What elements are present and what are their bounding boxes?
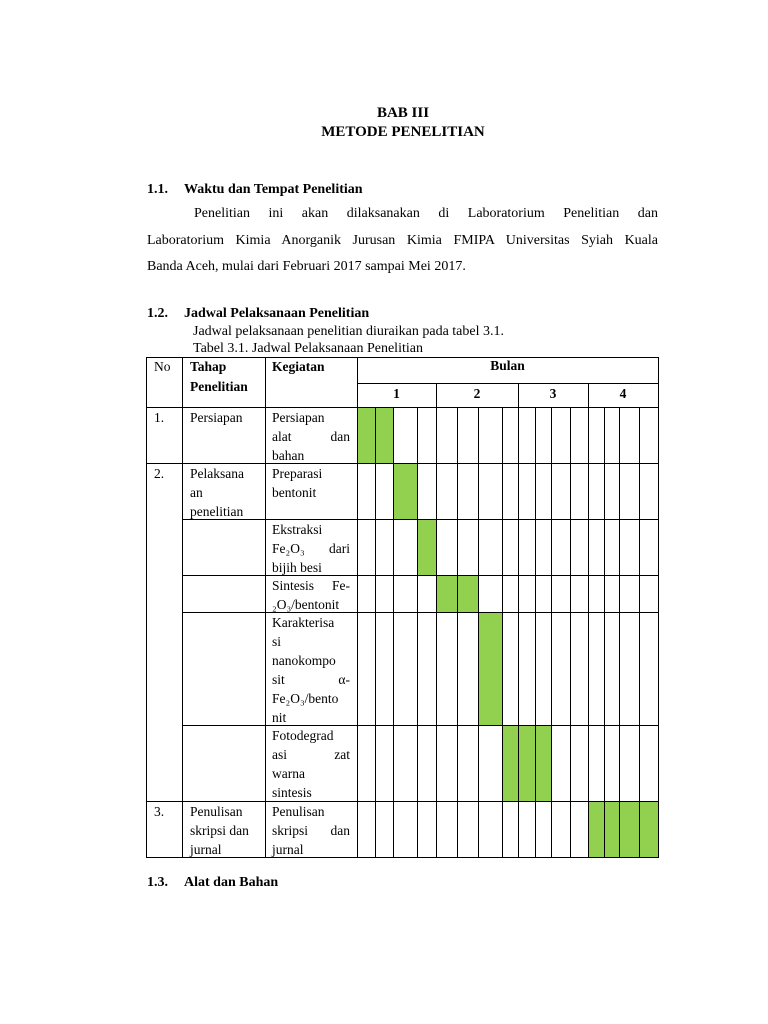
row-tahap-line: skripsi dan (190, 823, 249, 838)
month-divider-2 (518, 383, 519, 407)
row-kegiatan-line (272, 689, 350, 708)
kegiatan-word: nanokompo (272, 653, 336, 668)
header-no: No (154, 359, 171, 374)
week-line-4 (436, 407, 437, 857)
paragraph-line-1-text: Penelitian ini akan dilaksanakan di Laboratorium Penelitian dan (194, 206, 658, 221)
month-row-top-line (357, 383, 658, 384)
kegiatan-word: dan (330, 429, 350, 444)
kegiatan-word: dari (329, 541, 350, 556)
kegiatan-word: α- (338, 672, 350, 687)
kegiatan-word: Fe₂O₃ (272, 541, 305, 556)
row-tahap-line: an (190, 485, 203, 500)
kegiatan-word: Fe₂O₃/bento (272, 691, 339, 706)
row-no: 2. (154, 466, 165, 481)
row-kegiatan-line (272, 651, 350, 670)
row-kegiatan-line (272, 408, 350, 427)
kegiatan-word: Fotodegrad (272, 728, 334, 743)
chapter-title: METODE PENELITIAN (321, 124, 485, 140)
month-label-2: 2 (473, 386, 481, 401)
month-divider-1 (436, 383, 437, 407)
row-line-4 (182, 612, 658, 613)
kegiatan-word: warna (272, 766, 305, 781)
header-kegiatan: Kegiatan (272, 359, 325, 374)
kegiatan-word: bentonit (272, 485, 317, 500)
kegiatan-word: bahan (272, 448, 305, 463)
week-line-1 (375, 407, 376, 857)
gantt-bar-r1-w2 (375, 407, 393, 463)
row-kegiatan-line (272, 576, 350, 595)
row-kegiatan-line (272, 726, 350, 745)
week-line-15 (639, 407, 640, 857)
week-line-6 (478, 407, 479, 857)
row-line-6 (146, 801, 658, 802)
row-kegiatan-line (272, 632, 350, 651)
table-intro: Jadwal pelaksanaan penelitian diuraikan pada tabel 3.1. (193, 324, 504, 339)
gantt-bar-r7-w14 (604, 801, 619, 857)
week-line-2 (393, 407, 394, 857)
section-2-number: 1.2. (147, 306, 168, 321)
row-kegiatan-line (272, 427, 350, 446)
week-line-3 (417, 407, 418, 857)
kegiatan-word: Fe- (332, 578, 350, 593)
kegiatan-word: zat (334, 747, 350, 762)
row-line-5 (182, 725, 658, 726)
kegiatan-word: Persiapan (272, 410, 325, 425)
kegiatan-word: asi (272, 747, 287, 762)
row-kegiatan-line (272, 840, 350, 859)
gantt-bar-r1-w1 (357, 407, 375, 463)
gantt-bar-r7-w13 (588, 801, 604, 857)
week-line-13 (604, 407, 605, 857)
column-line-tahap (265, 357, 266, 857)
kegiatan-word: si (272, 634, 282, 649)
section-3-heading: Alat dan Bahan (184, 875, 279, 890)
gantt-bar-r6-w8 (502, 725, 518, 801)
kegiatan-word: nit (272, 710, 287, 725)
row-tahap-line: Persiapan (190, 410, 243, 425)
gantt-bar-r4-w6 (457, 575, 478, 612)
row-kegiatan-line (272, 539, 350, 558)
section-1-heading: Waktu dan Tempat Penelitian (184, 182, 363, 197)
paragraph-line-2-text: Laboratorium Kimia Anorganik Jurusan Kimia FMIPA Universitas Syiah Kuala (147, 233, 658, 248)
kegiatan-word: Ekstraksi (272, 522, 323, 537)
header-penelitian: Penelitian (190, 379, 248, 394)
kegiatan-word: sit (272, 672, 285, 687)
gantt-bar-r2-w3 (393, 463, 417, 519)
kegiatan-word: dan (330, 823, 350, 838)
row-no: 3. (154, 804, 165, 819)
row-kegiatan-line (272, 764, 350, 783)
row-kegiatan-line (272, 520, 350, 539)
paragraph-line-2 (147, 233, 658, 249)
table-border-left (146, 357, 147, 857)
kegiatan-word: ₂O₃/bentonit (272, 597, 340, 612)
row-tahap-line: Penulisan (190, 804, 243, 819)
week-line-5 (457, 407, 458, 857)
row-no: 1. (154, 410, 165, 425)
kegiatan-word: Penulisan (272, 804, 325, 819)
table-caption: Tabel 3.1. Jadwal Pelaksanaan Penelitian (193, 341, 423, 356)
row-kegiatan-line (272, 483, 350, 502)
row-kegiatan-line (272, 802, 350, 821)
gantt-bar-r7-w16 (639, 801, 658, 857)
row-line-2 (182, 519, 658, 520)
week-line-7 (502, 407, 503, 857)
month-label-1: 1 (393, 386, 400, 401)
week-line-12 (588, 407, 589, 857)
kegiatan-word: alat (272, 429, 292, 444)
gantt-bar-r7-w15 (619, 801, 639, 857)
row-kegiatan-line (272, 670, 350, 689)
gantt-bar-r6-w10 (535, 725, 551, 801)
row-kegiatan-line (272, 558, 350, 577)
row-kegiatan-line (272, 464, 350, 483)
table-border-right (658, 357, 659, 858)
month-divider-3 (588, 383, 589, 407)
row-kegiatan-line (272, 595, 350, 614)
row-tahap-line: Pelaksana (190, 466, 244, 481)
kegiatan-word: Karakterisa (272, 615, 335, 630)
week-line-8 (518, 407, 519, 857)
row-tahap-line: penelitian (190, 504, 244, 519)
section-2-heading: Jadwal Pelaksanaan Penelitian (184, 306, 370, 321)
month-label-4: 4 (619, 386, 627, 401)
row-tahap-line: jurnal (190, 842, 222, 857)
kegiatan-word: jurnal (272, 842, 304, 857)
row-kegiatan-line (272, 708, 350, 727)
kegiatan-word: sintesis (272, 785, 312, 800)
row-kegiatan-line (272, 821, 350, 840)
column-line-kegiatan (357, 357, 358, 857)
row-kegiatan-line (272, 446, 350, 465)
paragraph-line-3: Banda Aceh, mulai dari Februari 2017 sampai Mei 2017. (147, 259, 466, 274)
week-line-10 (551, 407, 552, 857)
section-1-number: 1.1. (147, 182, 168, 197)
row-kegiatan-line (272, 745, 350, 764)
header-tahap: Tahap (190, 359, 227, 374)
table-border-top (146, 357, 659, 358)
gantt-bar-r3-w4 (417, 519, 436, 575)
week-line-9 (535, 407, 536, 857)
row-line-1 (146, 463, 658, 464)
table-border-bottom (146, 857, 659, 858)
gantt-bar-r4-w5 (436, 575, 457, 612)
paragraph-line-1 (194, 206, 658, 222)
week-line-11 (570, 407, 571, 857)
kegiatan-word: skripsi (272, 823, 309, 838)
kegiatan-word: Sintesis (272, 578, 315, 593)
row-kegiatan-line (272, 783, 350, 802)
week-line-14 (619, 407, 620, 857)
section-3-number: 1.3. (147, 875, 168, 890)
column-line-no (182, 357, 183, 857)
chapter-number: BAB III (376, 105, 430, 121)
kegiatan-word: Preparasi (272, 466, 323, 481)
gantt-bar-r6-w9 (518, 725, 535, 801)
gantt-bar-r5-w7 (478, 612, 502, 725)
header-bulan: Bulan (490, 358, 525, 373)
kegiatan-word: bijih besi (272, 560, 322, 575)
month-label-3: 3 (549, 386, 557, 401)
header-bottom-line (146, 407, 658, 408)
row-kegiatan-line (272, 613, 350, 632)
row-line-3 (182, 575, 658, 576)
